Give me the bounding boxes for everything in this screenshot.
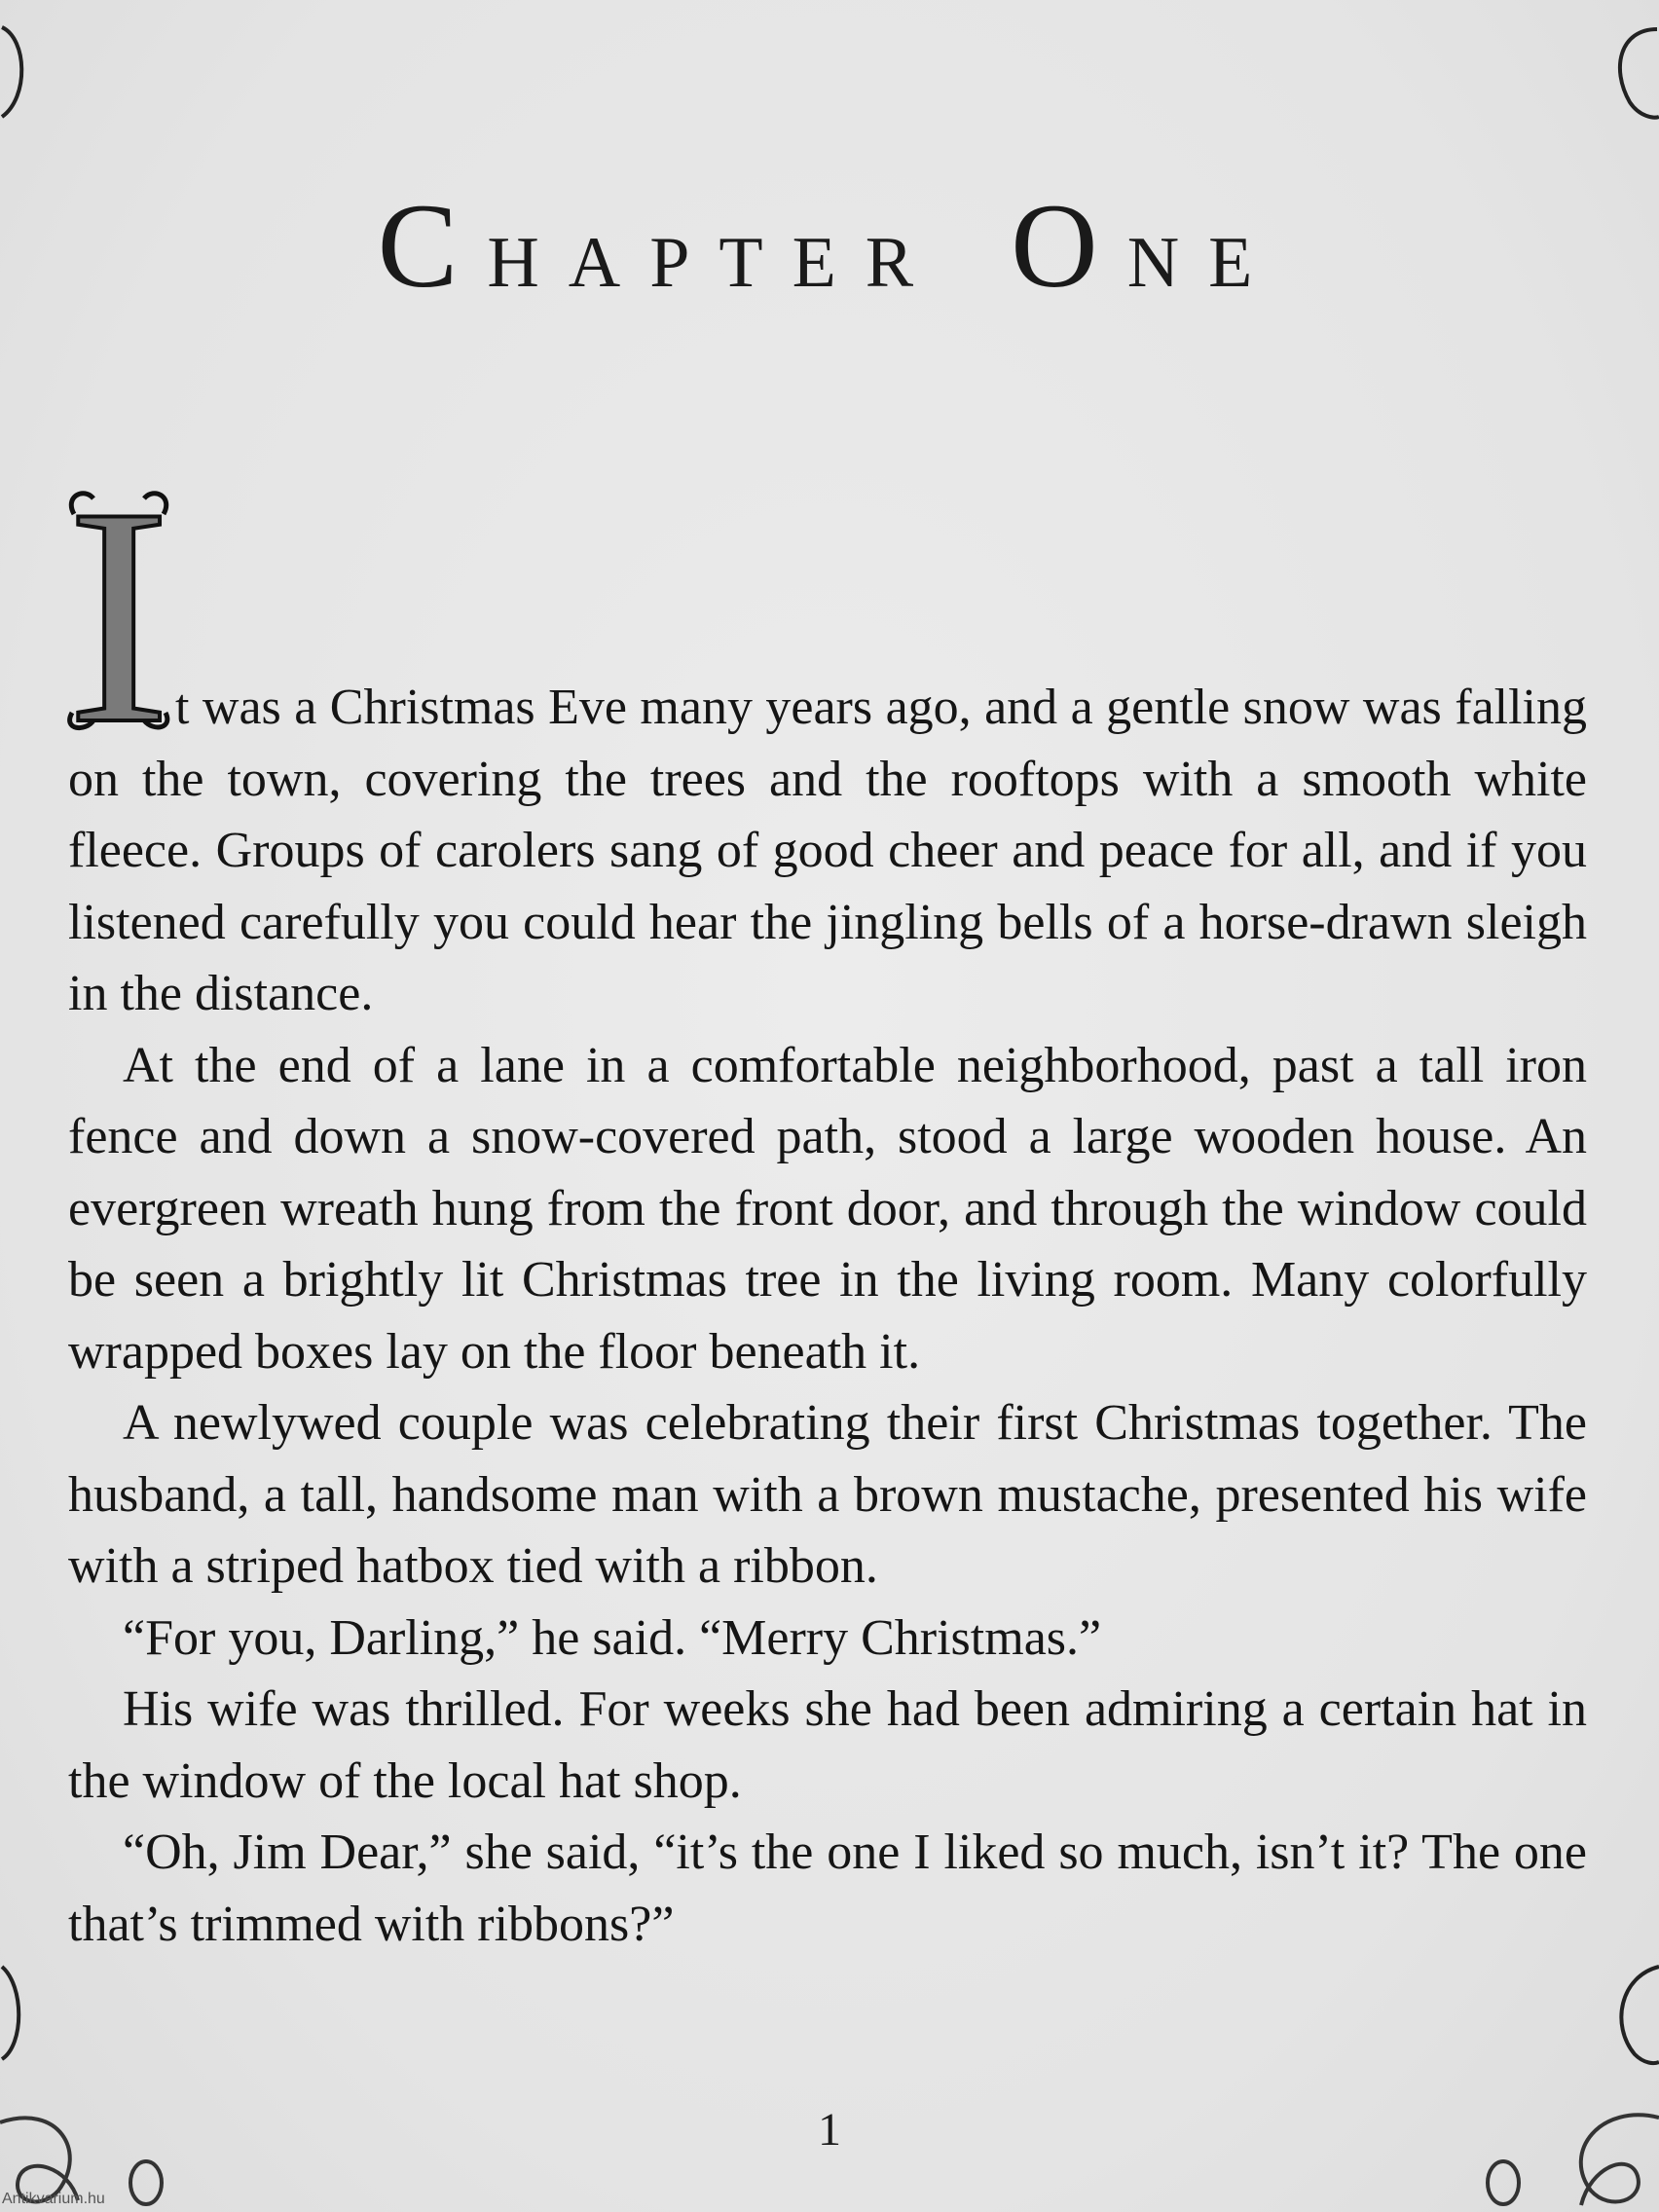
chapter-title-word-one: NE: [1126, 223, 1282, 303]
paragraph-6: “Oh, Jim Dear,” she said, “it’s the one I liked so much, isn’t it? The one that’s trimmed with ribbons?”: [68, 1825, 1587, 1952]
corner-ornament-bottom-right: [1464, 1957, 1659, 2212]
chapter-title-word-chapter: HAPTER: [487, 223, 943, 303]
paragraph-2: At the end of a lane in a comfortable neighborhood, past a tall iron fence and down a snow-covered path, stood a large wooden house. An evergreen wreath hung from the front door, and through the window could be seen a brightly lit Christmas tree in the living room. Many colorfully wrapped boxes lay on the floor beneath it.: [68, 1037, 1587, 1380]
paragraph-5: His wife was thrilled. For weeks she had been admiring a certain hat in the window of the local hat shop.: [68, 1681, 1587, 1809]
drop-cap-letter: I: [66, 487, 171, 732]
chapter-body-text: [68, 672, 1587, 1960]
chapter-title-initial-o: O: [1011, 179, 1127, 313]
paragraph-1: t was a Christmas Eve many years ago, and a gentle snow was falling on the town, covering the trees and the rooftops with a smooth white fleece. Groups of carolers sang of good cheer and peace for all, and if you listened carefully you could hear the jingling bells of a horse-drawn sleigh in the distance.: [68, 680, 1587, 1021]
paragraph-4: “For you, Darling,” he said. “Merry Christmas.”: [123, 1609, 1102, 1666]
corner-ornament-top-left: [0, 19, 39, 127]
watermark-text: Antikvarium.hu: [2, 2191, 105, 2207]
paragraph-3: A newlywed couple was celebrating their first Christmas together. The husband, a tall, handsome man with a brown mustache, presented his wife with a striped hatbox tied with a ribbon.: [68, 1395, 1587, 1594]
chapter-title: [0, 177, 1659, 315]
page-number: 1: [818, 2104, 841, 2156]
corner-ornament-top-right: [1591, 19, 1659, 127]
chapter-title-initial-c: C: [377, 179, 488, 313]
corner-ornament-bottom-left: [0, 1957, 175, 2212]
